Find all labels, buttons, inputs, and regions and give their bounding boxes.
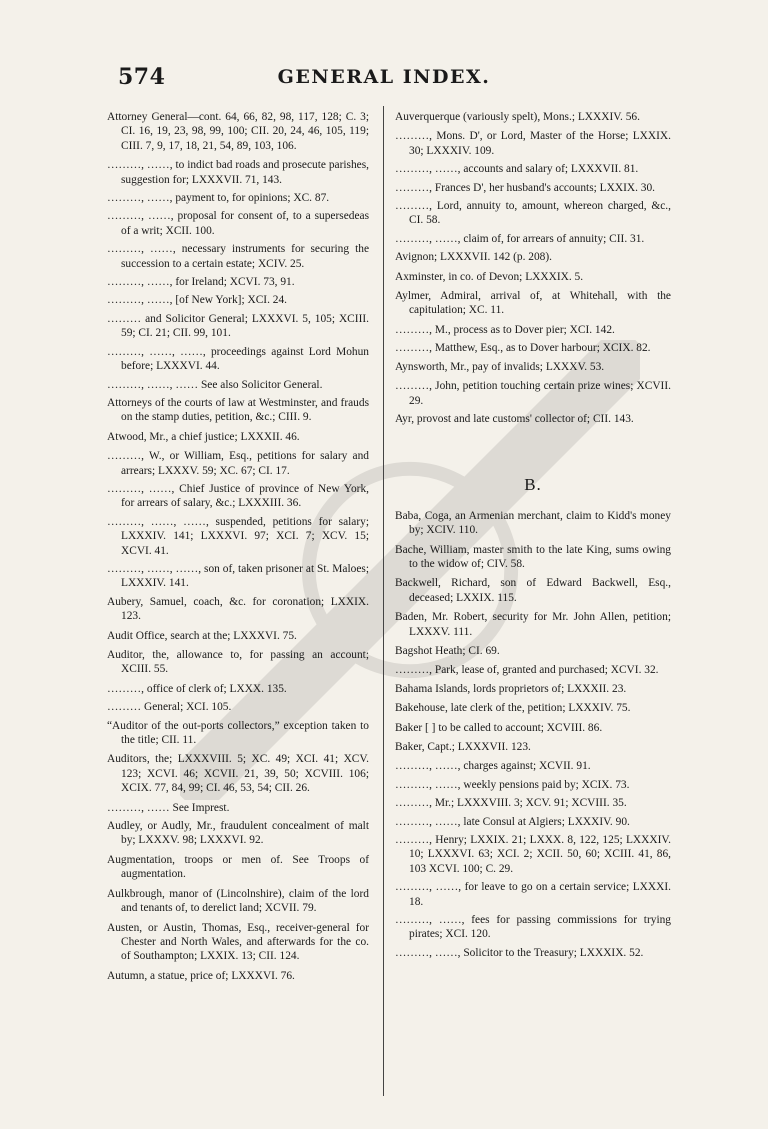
index-entry: Baba, Coga, an Armenian merchant, claim to Kidd's money by; XCIV. 110. (395, 509, 671, 537)
index-entry: “Auditor of the out-ports collectors,” exception taken to the title; CII. 11. (107, 719, 369, 747)
index-entry: ………, ……, ……, proceedings against Lord Mohun before; LXXXVI. 44. (107, 345, 369, 373)
index-entry: Baden, Mr. Robert, security for Mr. John Allen, petition; LXXXV. 111. (395, 611, 671, 638)
index-entry: Backwell, Richard, son of Edward Backwell, Esq., deceased; LXXIX. 115. (395, 577, 671, 604)
index-entry: Bache, William, master smith to the late King, sums owing to the widow of; CIV. 58. (395, 543, 671, 570)
index-entry: Auditor, the, allowance to, for passing an account; XCIII. 55. (107, 649, 369, 676)
index-entry: Bahama Islands, lords proprietors of; LXXXII. 23. (395, 682, 627, 695)
right-column (395, 110, 671, 964)
column-divider (383, 106, 384, 1096)
index-entry: ………, Mons. D', or Lord, Master of the Horse; LXXIX. 30; LXXXIV. 109. (395, 130, 671, 157)
index-entry: Autumn, a statue, price of; LXXXVI. 76. (107, 969, 295, 982)
index-entry: ………, ……, Solicitor to the Treasury; LXXXIX. 52. (395, 946, 644, 959)
index-entry: ……… and Solicitor General; LXXXVI. 5, 105; XCIII. 59; CI. 21; CII. 99, 101. (107, 312, 369, 340)
index-entry: Auverquerque (variously spelt), Mons.; LXXXIV. 56. (395, 111, 640, 123)
index-entry: ………, ……, proposal for consent of, to a supersedeas of a writ; XCII. 100. (107, 210, 369, 237)
index-entry: ………, Henry; LXXIX. 21; LXXX. 8, 122, 125; LXXXIV. 10; LXXXVI. 63; XCI. 2; XCII. 50, 60; XCIII. 41, 86, 103 XCVI. 100; C. 29. (395, 834, 671, 875)
index-entry: ………, John, petition touching certain prize wines; XCVII. 29. (395, 380, 671, 407)
index-entry: ………, Mr.; LXXXVIII. 3; XCV. 91; XCVIII. 35. (395, 797, 627, 810)
index-entry: ………, W., or William, Esq., petitions for salary and arrears; LXXXV. 59; XC. 67; CI. 17. (107, 450, 369, 477)
index-entry: ………, ……, [of New York]; XCI. 24. (107, 294, 288, 307)
index-entry: Baker [ ] to be called to account; XCVIII. 86. (395, 721, 603, 734)
index-entry: ………, ……, payment to, for opinions; XC. 87. (107, 192, 330, 205)
index-entry: ………, ……, ……, son of, taken prisoner at St. Maloes; LXXXIV. 141. (107, 562, 369, 590)
index-entry: Aylmer, Admiral, arrival of, at Whitehall, with the capitulation; XC. 11. (395, 290, 671, 317)
index-entry: Aulkbrough, manor of (Lincolnshire), claim of the lord and tenants of, to derelict land; XCVII. 79. (107, 887, 369, 915)
page-number: 574 (118, 64, 166, 90)
index-entry: Audit Office, search at the; LXXXVI. 75. (107, 629, 297, 642)
index-entry: ………, ……, to indict bad roads and prosecute parishes, suggestion for; LXXXVII. 71, 143. (107, 159, 369, 186)
index-entry: Axminster, in co. of Devon; LXXXIX. 5. (395, 270, 584, 283)
index-entry: ………, ……, late Consul at Algiers; LXXXIV. 90. (395, 815, 630, 828)
index-entry: Auditors, the; LXXXVIII. 5; XC. 49; XCI. 41; XCV. 123; XCVI. 46; XCVII. 21, 39, 50; XCVIII. 106; XCIX. 77, 84, 99; CI. 46, 53, 54; CII. 26. (107, 753, 369, 795)
index-entry: Attorney General—cont. 64, 66, 82, 98, 117, 128; C. 3; CI. 16, 19, 23, 98, 99, 100; CII. 20, 24, 46, 105, 119; CIII. 7, 9, 17, 18, 21, 54, 89, 103, 106. (107, 111, 369, 152)
index-entry: Attorneys of the courts of law at Westminster, and frauds on the stamp duties, petition, &c.; CIII. 9. (107, 396, 369, 424)
index-entry: ………, Lord, annuity to, amount, whereon charged, &c., CI. 58. (395, 200, 671, 227)
index-entry: ………, Matthew, Esq., as to Dover harbour; XCIX. 82. (395, 342, 651, 355)
index-entry: ………, M., process as to Dover pier; XCI. 142. (395, 323, 615, 336)
index-entry: Avignon; LXXXVII. 142 (p. 208). (395, 251, 553, 264)
index-entry: ………, …… See Imprest. (107, 801, 230, 814)
index-entry: ………, ……, weekly pensions paid by; XCIX. 73. (395, 778, 630, 791)
running-head: GENERAL INDEX. (277, 66, 491, 88)
index-entry: ………, Frances D', her husband's accounts; LXXIX. 30. (395, 181, 656, 194)
index-entry: Bakehouse, late clerk of the, petition; LXXXIV. 75. (395, 702, 631, 715)
index-entry: ………, ……, …… See also Solicitor General. (107, 378, 323, 391)
index-entry: ………, ……, necessary instruments for securing the succession to a certain estate; XCIV. 25. (107, 243, 369, 270)
index-entry: ………, ……, accounts and salary of; LXXXVII. 81. (395, 163, 639, 176)
index-entry: Ayr, provost and late customs' collector of; CII. 143. (395, 412, 634, 425)
left-column (107, 110, 369, 988)
index-entry: Augmentation, troops or men of. See Troops of augmentation. (107, 853, 369, 881)
index-entry: Austen, or Austin, Thomas, Esq., receiver-general for Chester and North Wales, and afterwards for the co. of Southampton; LXXIX. 13; CII. 124. (107, 921, 369, 963)
index-entry: ………, Park, lease of, granted and purchased; XCVI. 32. (395, 664, 659, 677)
index-entry: ………, ……, claim of, for arrears of annuity; CII. 31. (395, 232, 645, 245)
index-entry: ………, ……, fees for passing commissions for trying pirates; XCI. 120. (395, 914, 671, 941)
index-entry: Atwood, Mr., a chief justice; LXXXII. 46. (107, 430, 300, 443)
index-entry: Aynsworth, Mr., pay of invalids; LXXXV. 53. (395, 360, 605, 373)
index-entry: Audley, or Audly, Mr., fraudulent concealment of malt by; LXXXV. 98; LXXXVI. 92. (107, 820, 369, 847)
index-entry: ………, ……, Chief Justice of province of New York, for arrears of salary, &c.; LXXXIII. 36. (107, 482, 369, 510)
index-entry: ……… General; XCI. 105. (107, 701, 232, 714)
index-entry: ………, ……, ……, suspended, petitions for salary; LXXXIV. 141; LXXXVI. 97; XCI. 7; XCV. 15; XCVI. 41. (107, 515, 369, 557)
index-entry: Bagshot Heath; CI. 69. (395, 644, 500, 657)
index-entry: ………, office of clerk of; LXXX. 135. (107, 682, 287, 695)
index-entry: ………, ……, for Ireland; XCVI. 73, 91. (107, 276, 295, 289)
index-entry: Baker, Capt.; LXXXVII. 123. (395, 741, 531, 753)
index-entry: ………, ……, charges against; XCVII. 91. (395, 760, 591, 773)
index-entry: ………, ……, for leave to go on a certain service; LXXXI. 18. (395, 881, 671, 908)
section-letter-heading: B. (524, 475, 542, 495)
index-entry: Aubery, Samuel, coach, &c. for coronation; LXXIX. 123. (107, 595, 369, 623)
